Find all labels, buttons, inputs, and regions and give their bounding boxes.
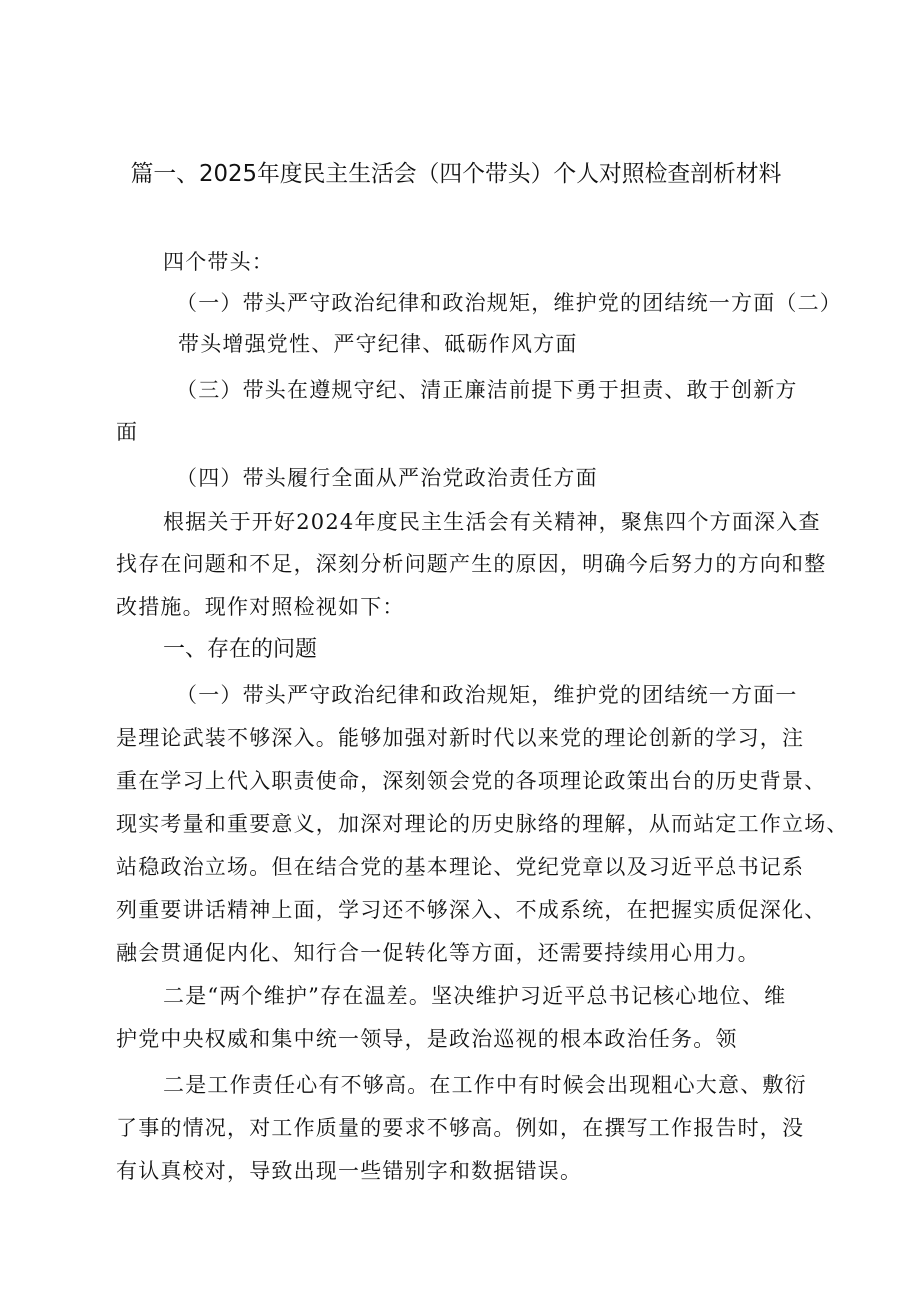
para3-line: 二是工作责任心有不够高。在工作中有时候会出现粗心大意、敷衍 xyxy=(163,1073,807,1097)
intro-line-1: 根据关于开好2024年度民主生活会有关精神，聚焦四个方面深入查 xyxy=(163,510,821,534)
para1-line: （一）带头严守政治纪律和政治规矩，维护党的团结统一方面一 xyxy=(176,683,798,707)
four-heads-label: 四个带头： xyxy=(163,250,274,274)
para1-line: 站稳政治立场。但在结合党的基本理论、党纪党章以及习近平总书记系 xyxy=(116,855,805,879)
para1-line: 重在学习上代入职责使命，深刻领会党的各项理论政策出台的历史背景、 xyxy=(116,769,827,793)
para3-line: 了事的情况，对工作质量的要求不够高。例如，在撰写工作报告时，没 xyxy=(116,1116,805,1140)
para2-line: 二是“两个维护”存在温差。坚决维护习近平总书记核心地位、维 xyxy=(163,984,787,1008)
four-heads-item3-line1: （三）带头在遵规守纪、清正廉洁前提下勇于担责、敢于创新方 xyxy=(176,378,798,402)
intro-line-3: 改措施。现作对照检视如下： xyxy=(116,595,405,619)
intro-line-2: 找存在问题和不足，深刻分析问题产生的原因，明确今后努力的方向和整 xyxy=(116,552,827,576)
para1-line: 列重要讲话精神上面，学习还不够深入、不成系统，在把握实质促深化、 xyxy=(116,898,827,922)
para3-line: 有认真校对，导致出现一些错别字和数据错误。 xyxy=(116,1159,583,1183)
para1-line: 现实考量和重要意义，加深对理论的历史脉络的理解，从而站定工作立场、 xyxy=(116,812,849,836)
para2-line: 护党中央权威和集中统一领导，是政治巡视的根本政治任务。领 xyxy=(116,1027,738,1051)
four-heads-item3-line2: 面 xyxy=(116,420,139,444)
four-heads-item4: （四）带头履行全面从严治党政治责任方面 xyxy=(176,466,598,490)
document-title: 篇一、2025年度民主生活会（四个带头）个人对照检查剖析材料 xyxy=(130,161,782,187)
para1-line: 是理论武装不够深入。能够加强对新时代以来党的理论创新的学习，注 xyxy=(116,726,805,750)
four-heads-item1-line2: 带头增强党性、严守纪律、砥砺作风方面 xyxy=(178,332,578,356)
section-heading: 一、存在的问题 xyxy=(163,637,318,662)
four-heads-item1-line1: （一）带头严守政治纪律和政治规矩，维护党的团结统一方面（二） xyxy=(176,291,842,315)
para1-line: 融会贯通促内化、知行合一促转化等方面，还需要持续用心用力。 xyxy=(116,941,760,965)
